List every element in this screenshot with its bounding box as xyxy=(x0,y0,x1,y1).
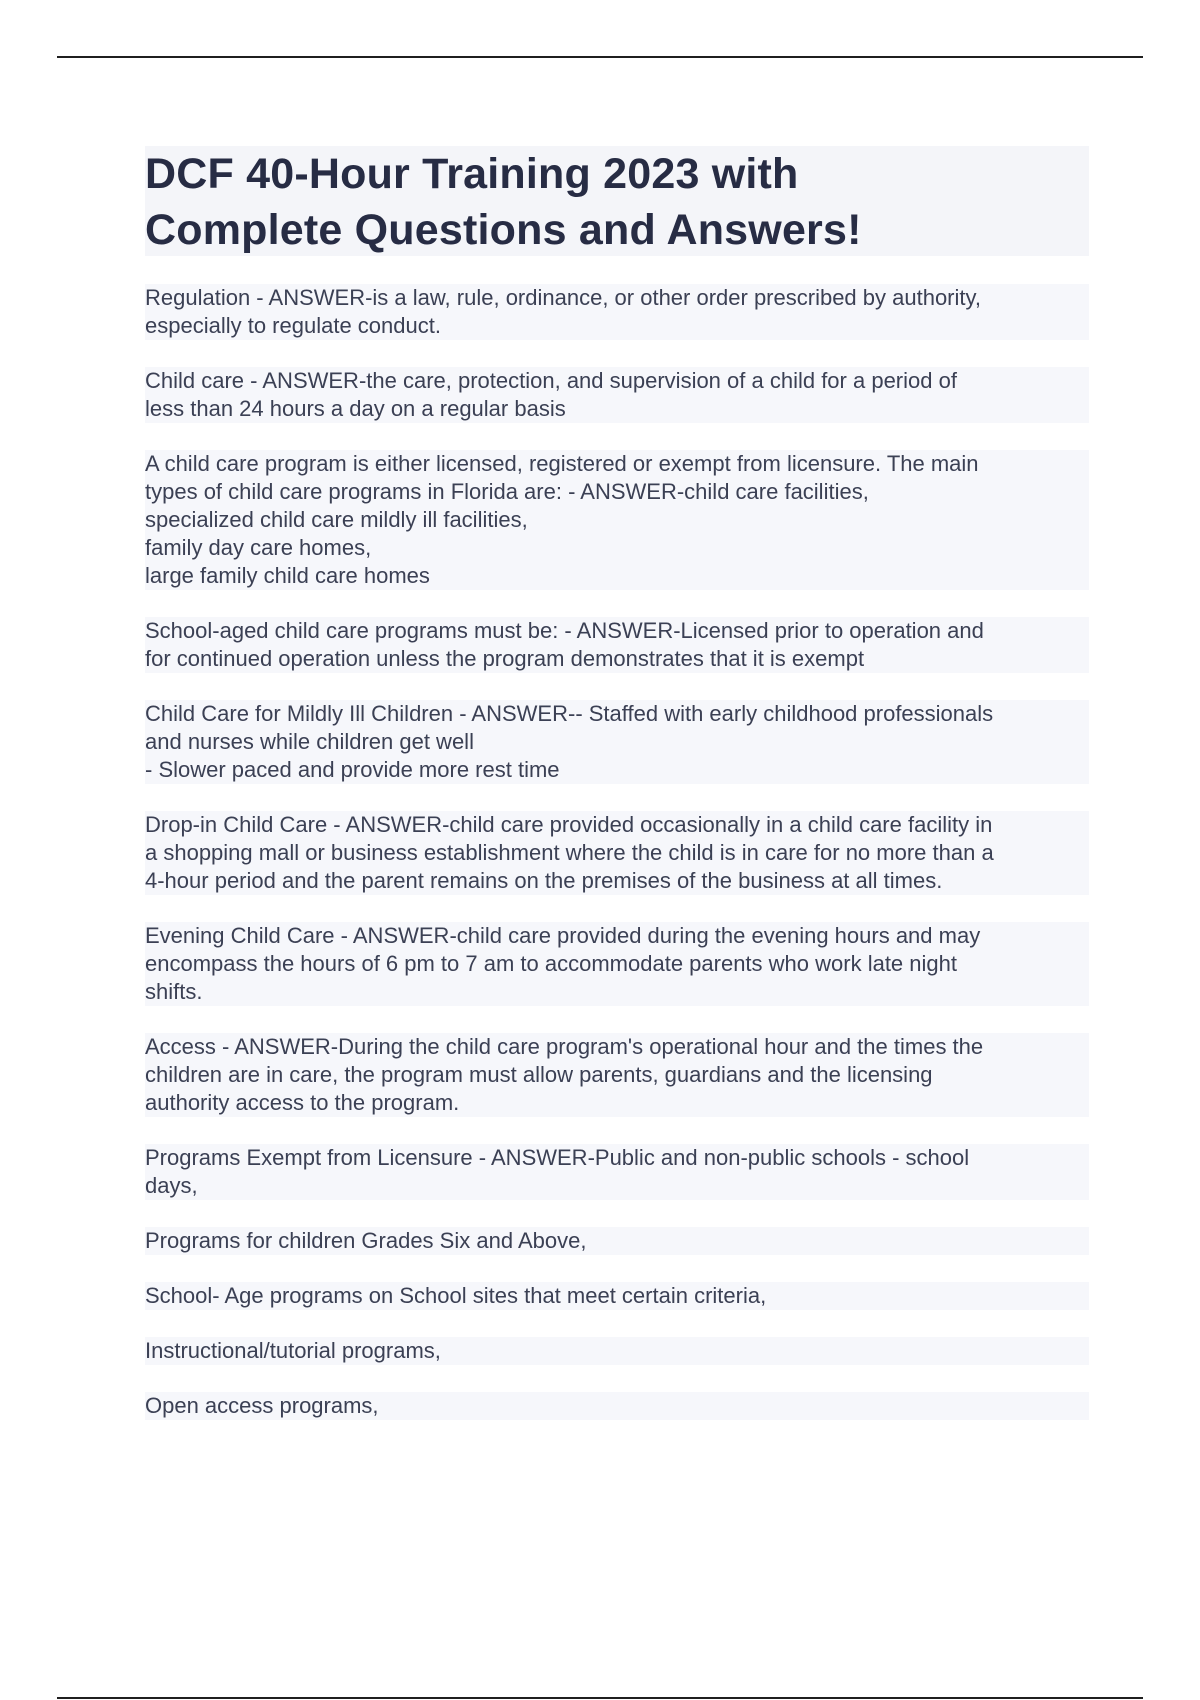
qa-entry xyxy=(145,700,1089,784)
qa-line: Evening Child Care - ANSWER-child care provided during the evening hours and may xyxy=(145,922,1089,950)
qa-line: School-aged child care programs must be: - ANSWER-Licensed prior to operation and xyxy=(145,617,1089,645)
qa-entry xyxy=(145,1144,1089,1200)
qa-entry xyxy=(145,284,1089,340)
title-line-1: DCF 40-Hour Training 2023 with xyxy=(145,150,799,198)
qa-line: a shopping mall or business establishment where the child is in care for no more than a xyxy=(145,839,1089,867)
qa-line: A child care program is either licensed, registered or exempt from licensure. The main xyxy=(145,450,1089,478)
qa-line: Child Care for Mildly Ill Children - ANSWER-- Staffed with early childhood professionals xyxy=(145,700,1089,728)
qa-line: shifts. xyxy=(145,978,1089,1006)
qa-line: Regulation - ANSWER-is a law, rule, ordinance, or other order prescribed by authority, xyxy=(145,284,1089,312)
qa-entry xyxy=(145,1282,1089,1310)
qa-line: encompass the hours of 6 pm to 7 am to accommodate parents who work late night xyxy=(145,950,1089,978)
qa-line: Programs for children Grades Six and Above, xyxy=(145,1227,1089,1255)
qa-line: authority access to the program. xyxy=(145,1089,1089,1117)
document-title xyxy=(145,146,1089,258)
qa-line: - Slower paced and provide more rest time xyxy=(145,756,1089,784)
qa-line: Child care - ANSWER-the care, protection, and supervision of a child for a period of xyxy=(145,367,1089,395)
qa-line: Programs Exempt from Licensure - ANSWER-Public and non-public schools - school xyxy=(145,1144,1089,1172)
qa-entry xyxy=(145,922,1089,1006)
qa-line: Access - ANSWER-During the child care program's operational hour and the times the xyxy=(145,1033,1089,1061)
qa-entry xyxy=(145,1337,1089,1365)
qa-line: 4-hour period and the parent remains on the premises of the business at all times. xyxy=(145,867,1089,895)
qa-line: and nurses while children get well xyxy=(145,728,1089,756)
qa-entry xyxy=(145,811,1089,895)
qa-line: days, xyxy=(145,1172,1089,1200)
title-line-2: Complete Questions and Answers! xyxy=(145,206,862,254)
title-block xyxy=(145,146,1089,256)
qa-line: large family child care homes xyxy=(145,562,1089,590)
qa-line: children are in care, the program must allow parents, guardians and the licensing xyxy=(145,1061,1089,1089)
qa-entry xyxy=(145,450,1089,590)
qa-line: types of child care programs in Florida are: - ANSWER-child care facilities, xyxy=(145,478,1089,506)
qa-line: family day care homes, xyxy=(145,534,1089,562)
qa-entry xyxy=(145,1033,1089,1117)
qa-line: Drop-in Child Care - ANSWER-child care provided occasionally in a child care facility in xyxy=(145,811,1089,839)
qa-line: Open access programs, xyxy=(145,1392,1089,1420)
qa-list xyxy=(145,284,1089,1447)
qa-entry xyxy=(145,617,1089,673)
qa-line: for continued operation unless the program demonstrates that it is exempt xyxy=(145,645,1089,673)
qa-entry xyxy=(145,367,1089,423)
bottom-rule xyxy=(57,1697,1143,1699)
qa-line: specialized child care mildly ill facilities, xyxy=(145,506,1089,534)
qa-line: Instructional/tutorial programs, xyxy=(145,1337,1089,1365)
qa-entry xyxy=(145,1227,1089,1255)
top-rule xyxy=(57,56,1143,58)
qa-line: less than 24 hours a day on a regular basis xyxy=(145,395,1089,423)
qa-line: School- Age programs on School sites that meet certain criteria, xyxy=(145,1282,1089,1310)
qa-entry xyxy=(145,1392,1089,1420)
qa-line: especially to regulate conduct. xyxy=(145,312,1089,340)
